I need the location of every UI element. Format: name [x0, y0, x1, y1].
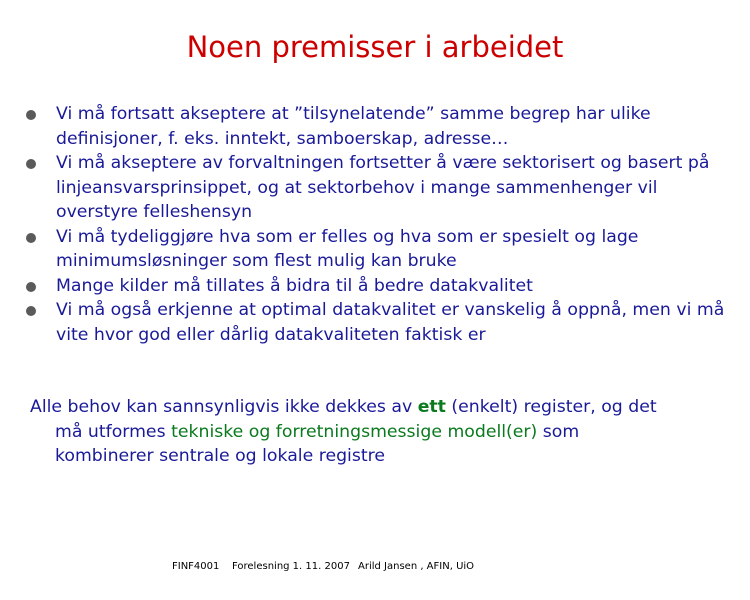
footer-lecture: Forelesning 1. 11. 2007	[232, 561, 350, 572]
bullet-text: Vi må fortsatt akseptere at ”tilsynelatende” samme begrep har ulike definisjoner, f. eks. inntekt, samboerskap, adresse…	[56, 104, 651, 149]
footer-course: FINF4001	[172, 561, 220, 572]
bullet-item	[26, 274, 726, 299]
bullet-text: Vi må tydeliggjøre hva som er felles og hva som er spesielt og lage minimumsløsninger som flest mulig kan bruke	[56, 226, 639, 271]
bullet-item	[26, 151, 726, 225]
summary-text-part1: Alle behov kan sannsynligvis ikke dekkes av	[30, 397, 418, 417]
bullet-text: Vi må akseptere av forvaltningen fortsetter å være sektorisert og basert på linjeansvarsprinsippet, og at sektorbehov i mange sammenhenger vil overstyre felleshensyn	[56, 153, 710, 222]
bullet-list	[26, 102, 726, 347]
bullet-dot-icon	[26, 110, 36, 120]
summary-paragraph	[30, 395, 720, 469]
summary-text-part2: (enkelt) register, og det	[445, 397, 657, 417]
bullet-dot-icon	[26, 306, 36, 316]
slide-title: Noen premisser i arbeidet	[186, 30, 564, 64]
bullet-text: Vi må også erkjenne at optimal datakvalitet er vanskelig å oppnå, men vi må vite hvor god eller dårlig datakvaliteten faktisk er	[56, 300, 725, 345]
summary-text-line2b: som	[537, 421, 580, 442]
summary-line-1	[30, 395, 720, 420]
summary-text-line2a: må utformes	[55, 421, 172, 442]
bullet-dot-icon	[26, 233, 36, 243]
bullet-item	[26, 298, 726, 347]
summary-emphasis: ett	[417, 397, 446, 417]
bullet-item	[26, 102, 726, 151]
summary-line-2	[30, 420, 720, 445]
summary-line-3: kombinerer sentrale og lokale registre	[55, 446, 385, 466]
bullet-text: Mange kilder må tillates å bidra til å bedre datakvalitet	[56, 275, 533, 296]
bullet-dot-icon	[26, 282, 36, 292]
bullet-dot-icon	[26, 159, 36, 169]
bullet-item	[26, 225, 726, 274]
footer-author: Arild Jansen , AFIN, UiO	[358, 561, 475, 572]
summary-green-text: tekniske og forretningsmessige modell(er)	[171, 421, 538, 442]
